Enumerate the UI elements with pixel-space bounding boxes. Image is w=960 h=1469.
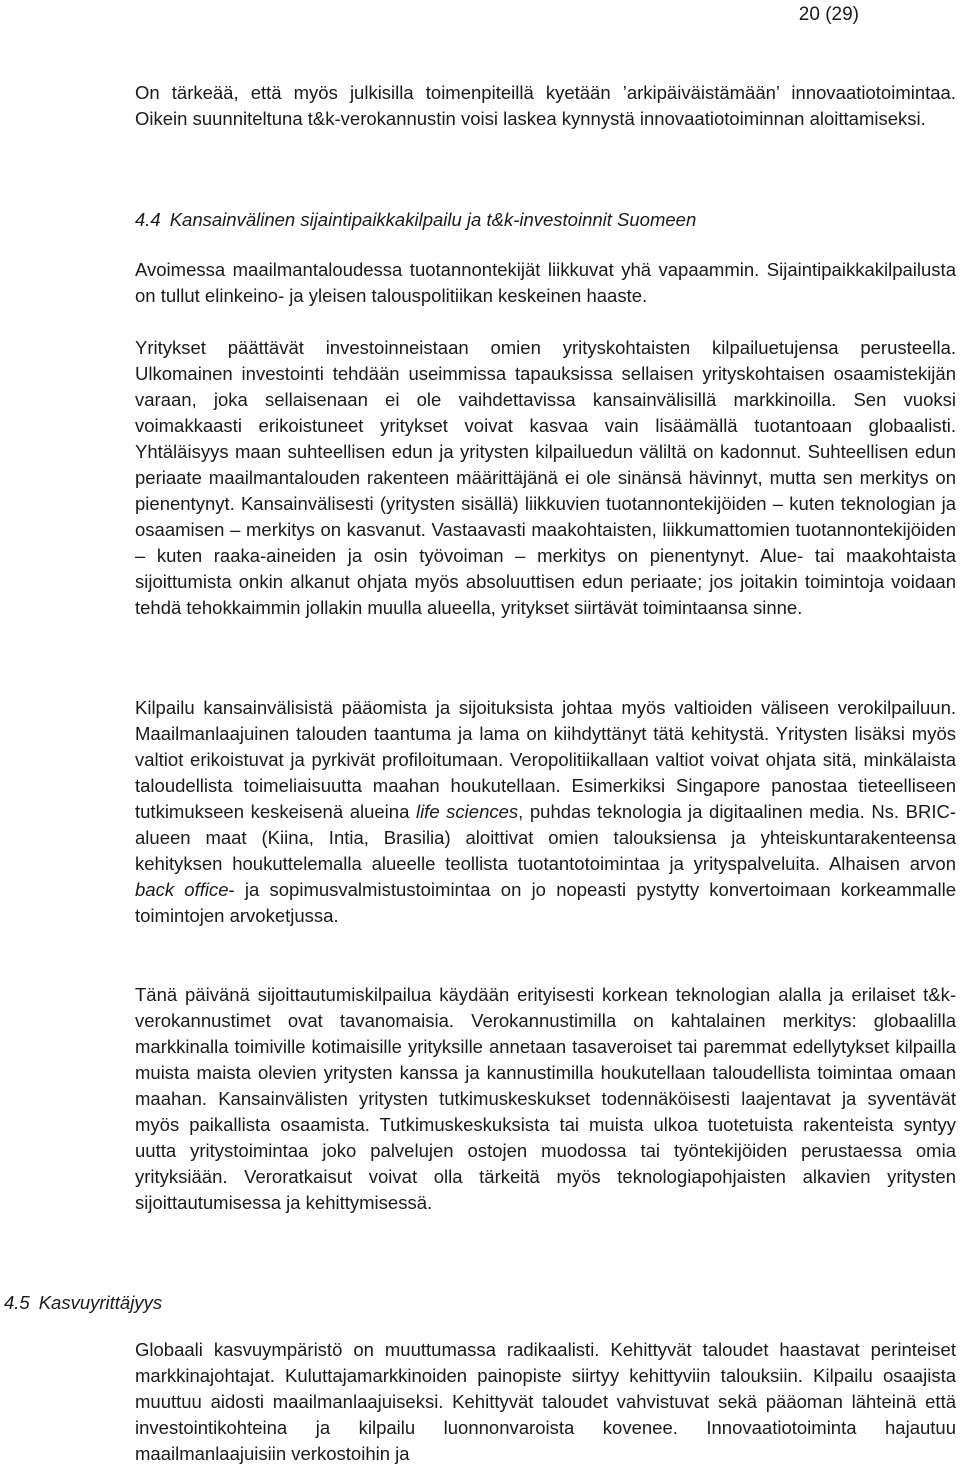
paragraph-3-italic-1: life sciences [415,801,519,822]
paragraph-4: Tänä päivänä sijoittautumiskilpailua käydään erityisesti korkean teknologian alalla ja erilaiset t&k-verokannustimet ovat tavanomaisia. Verokannustimilla on kahtalainen merkitys: globaalilla markkinalla toimiville kotimaisille yrityksille annetaan tasaveroiset tai paremmat edellytykset kilpailla muista maista olevien yritysten kanssa ja kannustimilla houkutellaan taloudellista toimintaa omaan maahan. Kansainvälisten yritysten tutkimuskeskukset todennäköisesti laajentavat ja syventävät myös paikallista osaamista. Tutkimuskeskuksista tai muista ulkoa tuotetuista rakenteista syntyy uutta yritystoimintaa joko palvelujen ostojen muodossa tai työntekijöiden perustaessa omia yrityksiään. Veroratkaisut voivat olla tärkeitä myös teknologiapohjaisten alkavien yritysten sijoittautumisessa ja kehittymisessä. [135,984,956,1213]
section-title: Kansainvälinen sijaintipaikkakilpailu ja t&k-investoinnit Suomeen [169,209,697,230]
paragraph-3-text-2: , puhdas teknologia ja digitaalinen media. Ns. BRIC-alueen maat (Kiina, Intia, Brasilia) aloittivat omien talouksiensa ja yhteiskuntarakenteensa kehityksen houkuttelemalla alueelle teollista tuotantotoimintaa ja yrityspalveluita. Alhaisen arvon [135,801,957,874]
section-number: 4.4 [135,209,161,230]
section-number: 4.5 [4,1292,30,1313]
paragraph-3-italic-2: back office [135,879,229,900]
paragraph-3-text-1: Kilpailu kansainvälisistä pääomista ja sijoituksista johtaa myös valtioiden väliseen verokilpailuun. Maailmanlaajuinen talouden taantuma ja lama on kiihdyttänyt tätä kehitystä. Yritysten lisäksi myös valtiot erikoistuvat ja pyrkivät profiloitumaan. Veropolitiikallaan valtiot voivat ohjata sitä, minkälaista taloudellista toimeliaisuutta maahan houkutellaan. Esimerkiksi Singapore panostaa tieteelliseen tutkimukseen keskeisenä alueina [135,697,956,822]
paragraph-intro: On tärkeää, että myös julkisilla toimenpiteillä kyetään ’arkipäiväistämään’ innovaatiotoimintaa. Oikein suunniteltuna t&k-verokannustin voisi laskea kynnystä innovaatiotoiminnan aloittamiseksi. [135,82,956,129]
paragraph-3 [135,695,956,929]
paragraph-3-text-3: - ja sopimusvalmistustoimintaa on jo nopeasti pystytty konvertoimaan korkeammalle toimintojen arvoketjussa. [135,879,956,926]
section-heading-4-4 [135,207,956,233]
page-number: 20 (29) [798,4,859,25]
section-title: Kasvuyrittäjyys [38,1292,163,1313]
paragraph-1: Avoimessa maailmantaloudessa tuotannontekijät liikkuvat yhä vapaammin. Sijaintipaikkakilpailusta on tullut elinkeino- ja yleisen talouspolitiikan keskeinen haaste. [135,259,956,306]
paragraph-2: Yritykset päättävät investoinneistaan omien yrityskohtaisten kilpailuetujensa perusteella. Ulkomainen investointi tehdään useimmissa tapauksissa sellaisen yrityskohtaisen osaamistekijän varaan, joka sellaisenaan ei ole vaihdettavissa kansainvälisillä markkinoilla. Sen vuoksi voimakkaasti erikoistuneet yritykset voivat kasvaa vain lisäämällä tuotantoaan globaalisti. Yhtäläisyys maan suhteellisen edun ja yritysten kilpailuedun väliltä on kadonnut. Suhteellisen edun periaate maailmantalouden rakenteen määrittäjänä ei ole sinänsä hävinnyt, mutta sen merkitys on pienentynyt. Kansainvälisesti (yritysten sisällä) liikkuvien tuotannontekijöiden – kuten teknologian ja osaamisen – merkitys on kasvanut. Vastaavasti maakohtaisten, liikkumattomien tuotannontekijöiden – kuten raaka-aineiden ja osin työvoiman – merkitys on pienentynyt. Alue- tai maakohtaista sijoittumista onkin alkanut ohjata myös absoluuttisen edun periaate; jos joitakin toimintoja voidaan tehdä tehokkaimmin jollakin muulla alueella, yritykset siirtävät toimintaansa sinne. [135,337,956,618]
paragraph-5: Globaali kasvuympäristö on muuttumassa radikaalisti. Kehittyvät taloudet haastavat perinteiset markkinajohtajat. Kuluttajamarkkinoiden painopiste siirtyy kehittyviin talouksiin. Kilpailu osaajista muuttuu aidosti maailmanlaajuiseksi. Kehittyvät taloudet vahvistuvat sekä pääoman lähteinä että investointikohteina ja kilpailu luonnonvaroista kovenee. Innovaatiotoiminta hajautuu maailmanlaajuisiin verkostoihin ja [135,1339,956,1464]
section-heading-4-5 [4,1290,825,1316]
